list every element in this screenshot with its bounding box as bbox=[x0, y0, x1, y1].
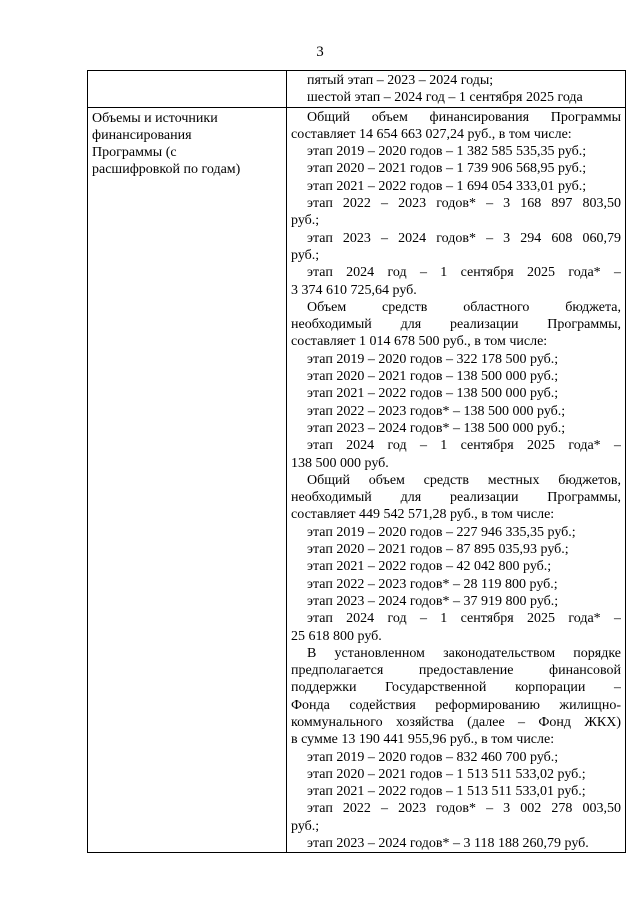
text-line: этап 2022 – 2023 годов* – 28 119 800 руб.; bbox=[307, 576, 558, 592]
text-line: составляет 14 654 663 027,24 руб., в том числе: bbox=[291, 126, 572, 142]
text-line: руб.; bbox=[291, 818, 320, 834]
text-line: коммунального хозяйства (далее – Фонд ЖКХ) bbox=[291, 714, 621, 730]
financing-label-cell bbox=[88, 107, 287, 853]
text-line: этап 2021 – 2022 годов – 42 042 800 руб.; bbox=[307, 559, 552, 575]
text-line: этап 2024 год – 1 сентября 2025 года* – bbox=[307, 438, 621, 454]
passport-table bbox=[87, 70, 626, 853]
text-line: Общий объем финансирования Программы bbox=[307, 109, 621, 125]
text-line: составляет 449 542 571,28 руб., в том числе: bbox=[291, 507, 555, 523]
text-line: этап 2023 – 2024 годов* – 3 294 608 060,79 bbox=[307, 230, 621, 246]
text-line: этап 2022 – 2023 годов* – 138 500 000 руб.; bbox=[307, 403, 566, 419]
text-line: Фонда содействия реформированию жилищно- bbox=[291, 697, 621, 713]
text-line: этап 2021 – 2022 годов – 138 500 000 руб.; bbox=[307, 386, 559, 402]
text-line: составляет 1 014 678 500 руб., в том числе: bbox=[291, 334, 548, 350]
table-row-stages bbox=[88, 71, 626, 108]
financing-text-cell bbox=[287, 107, 626, 853]
text-line: руб.; bbox=[291, 213, 320, 229]
text-line: поддержки Государственной корпорации – bbox=[291, 680, 621, 696]
text-line: этап 2023 – 2024 годов* – 3 118 188 260,79 руб. bbox=[307, 836, 589, 852]
text-line: предполагается предоставление финансовой bbox=[291, 663, 621, 679]
financing-label-line: Программы (с bbox=[92, 145, 177, 161]
text-line: 25 618 800 руб. bbox=[291, 628, 382, 644]
text-line: этап 2021 – 2022 годов – 1 694 054 333,01 руб.; bbox=[307, 178, 587, 194]
text-line: этап 2019 – 2020 годов – 1 382 585 535,35 руб.; bbox=[307, 144, 587, 160]
text-line: руб.; bbox=[291, 247, 320, 263]
row1-left-cell bbox=[88, 71, 287, 108]
text-line: этап 2020 – 2021 годов – 1 739 906 568,95 руб.; bbox=[307, 161, 587, 177]
financing-label-line: финансирования bbox=[92, 127, 192, 143]
text-line: этап 2022 – 2023 годов* – 3 002 278 003,50 bbox=[307, 801, 621, 817]
table-row-financing bbox=[88, 107, 626, 853]
text-line: этап 2020 – 2021 годов – 138 500 000 руб.; bbox=[307, 369, 559, 385]
text-line: этап 2019 – 2020 годов – 227 946 335,35 руб.; bbox=[307, 524, 576, 540]
text-line: этап 2019 – 2020 годов – 832 460 700 руб.; bbox=[307, 749, 559, 765]
text-line: необходимый для реализации Программы, bbox=[291, 317, 621, 333]
text-line: этап 2022 – 2023 годов* – 3 168 897 803,50 bbox=[307, 196, 621, 212]
text-line: этап 2021 – 2022 годов – 1 513 511 533,01 руб.; bbox=[307, 784, 586, 800]
page-number: 3 bbox=[316, 44, 324, 60]
text-line: этап 2020 – 2021 годов – 87 895 035,93 руб.; bbox=[307, 542, 569, 558]
text-line: этап 2023 – 2024 годов* – 138 500 000 руб.; bbox=[307, 420, 566, 436]
text-line: В установленном законодательством порядке bbox=[307, 645, 621, 661]
text-line: в сумме 13 190 441 955,96 руб., в том числе: bbox=[291, 732, 555, 748]
financing-label-line: расшифровкой по годам) bbox=[92, 162, 241, 178]
text-line: Общий объем средств местных бюджетов, bbox=[307, 472, 621, 488]
text-line: этап 2020 – 2021 годов – 1 513 511 533,02 руб.; bbox=[307, 766, 586, 782]
stage-five-line: пятый этап – 2023 – 2024 годы; bbox=[307, 73, 494, 88]
text-line: необходимый для реализации Программы, bbox=[291, 490, 621, 506]
text-line: этап 2023 – 2024 годов* – 37 919 800 руб.; bbox=[307, 593, 559, 609]
text-line: этап 2024 год – 1 сентября 2025 года* – bbox=[307, 611, 621, 627]
financing-label-line: Объемы и источники bbox=[92, 110, 218, 126]
text-line: этап 2019 – 2020 годов – 322 178 500 руб.; bbox=[307, 351, 559, 367]
text-line: этап 2024 год – 1 сентября 2025 года* – bbox=[307, 265, 621, 281]
text-line: 3 374 610 725,64 руб. bbox=[291, 282, 417, 298]
row1-right-cell bbox=[287, 71, 626, 108]
stage-six-line: шестой этап – 2024 год – 1 сентября 2025 года bbox=[307, 90, 583, 106]
text-line: Объем средств областного бюджета, bbox=[307, 299, 621, 315]
text-line: 138 500 000 руб. bbox=[291, 455, 389, 471]
